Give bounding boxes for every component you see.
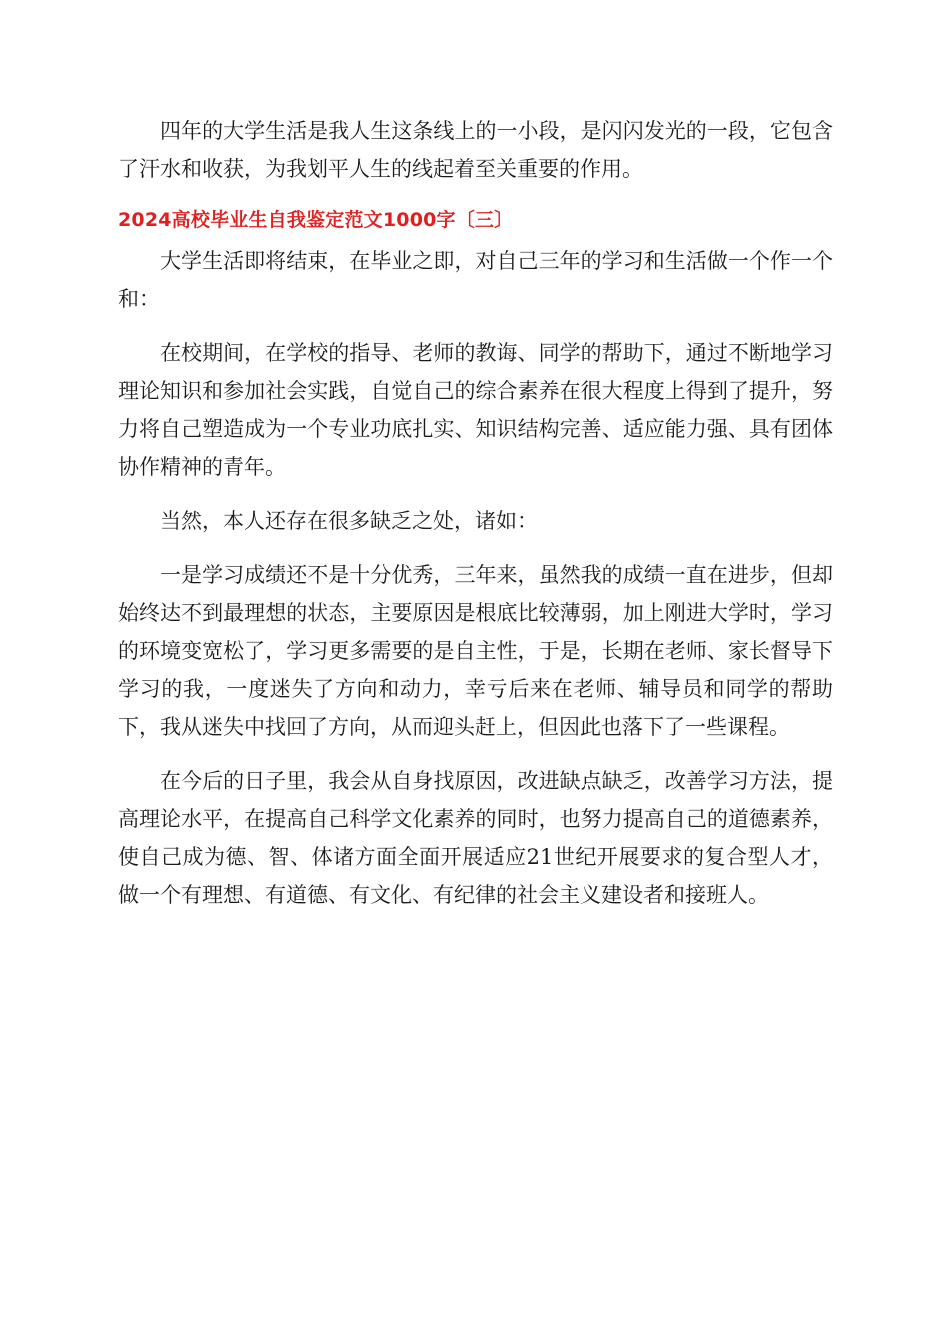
body-paragraph: 在校期间，在学校的指导、老师的教诲、同学的帮助下，通过不断地学习理论知识和参加社会实践，自觉自己的综合素养在很大程度上得到了提升，努力将自己塑造成为一个专业功底扎实、知识结构完善、适应能力强、具有团体协作精神的青年。 — [118, 341, 833, 479]
body-paragraph: 大学生活即将结束，在毕业之即，对自己三年的学习和生活做一个作一个和： — [118, 249, 833, 311]
section-heading: 2024高校毕业生自我鉴定范文1000字〔三〕 — [118, 209, 514, 231]
body-paragraph: 一是学习成绩还不是十分优秀，三年来，虽然我的成绩一直在进步，但却始终达不到最理想的状态，主要原因是根底比较薄弱，加上刚进大学时，学习的环境变宽松了，学习更多需要的是自主性，于是，长期在老师、家长督导下学习的我，一度迷失了方向和动力，幸亏后来在老师、辅导员和同学的帮助下，我从迷失中找回了方向，从而迎头赶上，但因此也落下了一些课程。 — [118, 563, 833, 739]
document-page — [118, 112, 833, 930]
body-paragraph: 当然，本人还存在很多缺乏之处，诸如： — [160, 509, 538, 533]
body-paragraph: 在今后的日子里，我会从自身找原因，改进缺点缺乏，改善学习方法，提高理论水平，在提高自己科学文化素养的同时，也努力提高自己的道德素养，使自己成为德、智、体诸方面全面开展适应21世纪开展要求的复合型人才，做一个有理想、有道德、有文化、有纪律的社会主义建设者和接班人。 — [118, 769, 833, 907]
body-paragraph: 四年的大学生活是我人生这条线上的一小段，是闪闪发光的一段，它包含了汗水和收获，为我划平人生的线起着至关重要的作用。 — [118, 119, 833, 181]
